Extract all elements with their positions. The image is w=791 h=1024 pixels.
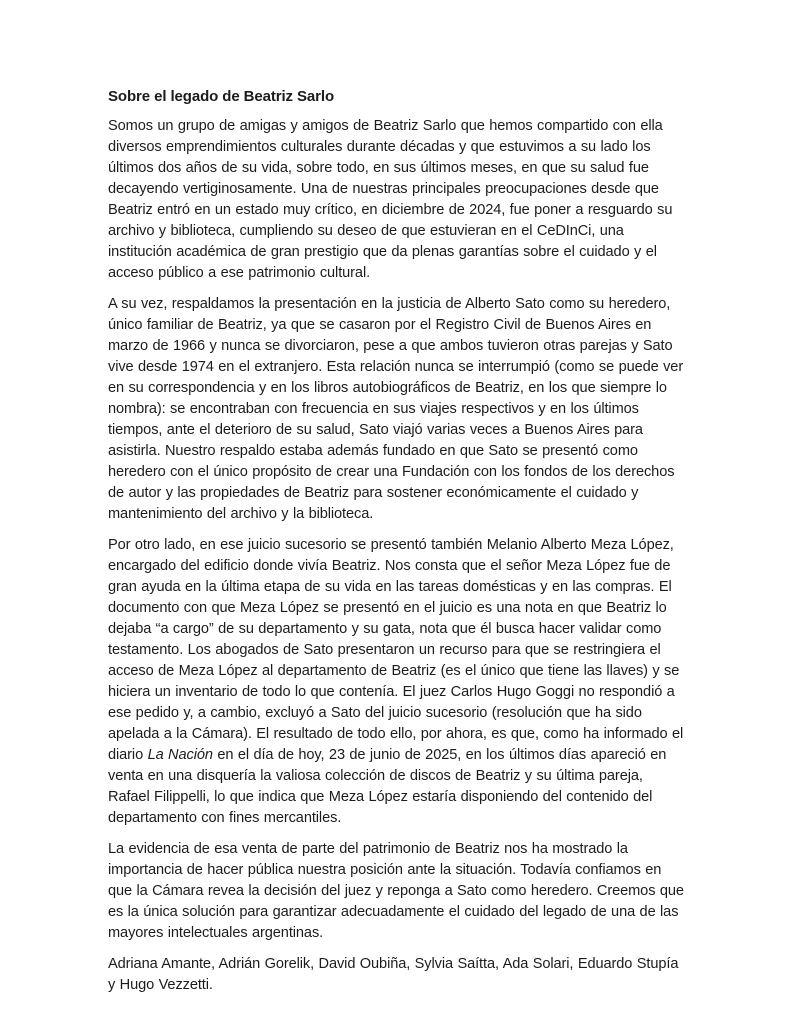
text-run: Adriana Amante, Adrián Gorelik, David Oubiña, Sylvia Saítta, Ada Solari, Eduardo Stupía y Hugo Vezzetti. <box>108 956 679 993</box>
text-run: A su vez, respaldamos la presentación en la justicia de Alberto Sato como su heredero, único familiar de Beatriz, ya que se casaron por el Registro Civil de Buenos Aires en marzo de 1966 y nunca se divorciaron, pese a que ambos tuvieron otras parejas y Sato vive desde 1974 en el extranjero. Esta relación nunca se interrumpió (como se puede ver en su correspondencia y en los libros autobiográficos de Beatriz, en los que siempre lo nombra): se encontraban con frecuencia en sus viajes respectivos y en los últimos tiempos, ante el deterioro de su salud, Sato viajó varias veces a Buenos Aires para asistirla. Nuestro respaldo estaba además fundado en que Sato se presentó como heredero con el único propósito de crear una Fundación con los fondos de los derechos de autor y las propiedades de Beatriz para sostener económicamente el cuidado y mantenimiento del archivo y la biblioteca. <box>108 296 684 522</box>
document-body <box>108 116 687 996</box>
paragraph <box>108 839 687 944</box>
paragraph <box>108 116 687 284</box>
paragraph <box>108 954 687 996</box>
text-run: Por otro lado, en ese juicio sucesorio se presentó también Melanio Alberto Meza López, encargado del edificio donde vivía Beatriz. Nos consta que el señor Meza López fue de gran ayuda en la última etapa de su vida en las tareas domésticas y en las compras. El documento con que Meza López se presentó en el juicio es una nota en que Beatriz lo dejaba “a cargo” de su departamento y su gata, nota que él busca hacer validar como testamento. Los abogados de Sato presentaron un recurso para que se restringiera el acceso de Meza López al departamento de Beatriz (es el único que tiene las llaves) y se hiciera un inventario de todo lo que contenía. El juez Carlos Hugo Goggi no respondió a ese pedido y, a cambio, excluyó a Sato del juicio sucesorio (resolución que ha sido apelada a la Cámara). El resultado de todo ello, por ahora, es que, como ha informado el diario <box>108 537 684 763</box>
document-title: Sobre el legado de Beatriz Sarlo <box>108 88 335 105</box>
paragraph <box>108 535 687 829</box>
text-run: La evidencia de esa venta de parte del patrimonio de Beatriz nos ha mostrado la importancia de hacer pública nuestra posición ante la situación. Todavía confiamos en que la Cámara revea la decisión del juez y reponga a Sato como heredero. Creemos que es la única solución para garantizar adecuadamente el cuidado del legado de una de las mayores intelectuales argentinas. <box>108 841 684 941</box>
text-run: Somos un grupo de amigas y amigos de Beatriz Sarlo que hemos compartido con ella diversos emprendimientos culturales durante décadas y que estuvimos a su lado los últimos dos años de su vida, sobre todo, en sus últimos meses, en que su salud fue decayendo vertiginosamente. Una de nuestras principales preocupaciones desde que Beatriz entró en un estado muy crítico, en diciembre de 2024, fue poner a resguardo su archivo y biblioteca, cumpliendo su deseo de que estuvieran en el CeDInCi, una institución académica de gran prestigio que da plenas garantías sobre el cuidado y el acceso público a ese patrimonio cultural. <box>108 118 673 281</box>
paragraph <box>108 294 687 525</box>
text-run: en el día de hoy, 23 de junio de 2025, en los últimos días apareció en venta en una disquería la valiosa colección de discos de Beatriz y su última pareja, Rafael Filippelli, lo que indica que Meza López estaría disponiendo del contenido del departamento con fines mercantiles. <box>108 747 667 826</box>
text-run: La Nación <box>147 747 213 763</box>
